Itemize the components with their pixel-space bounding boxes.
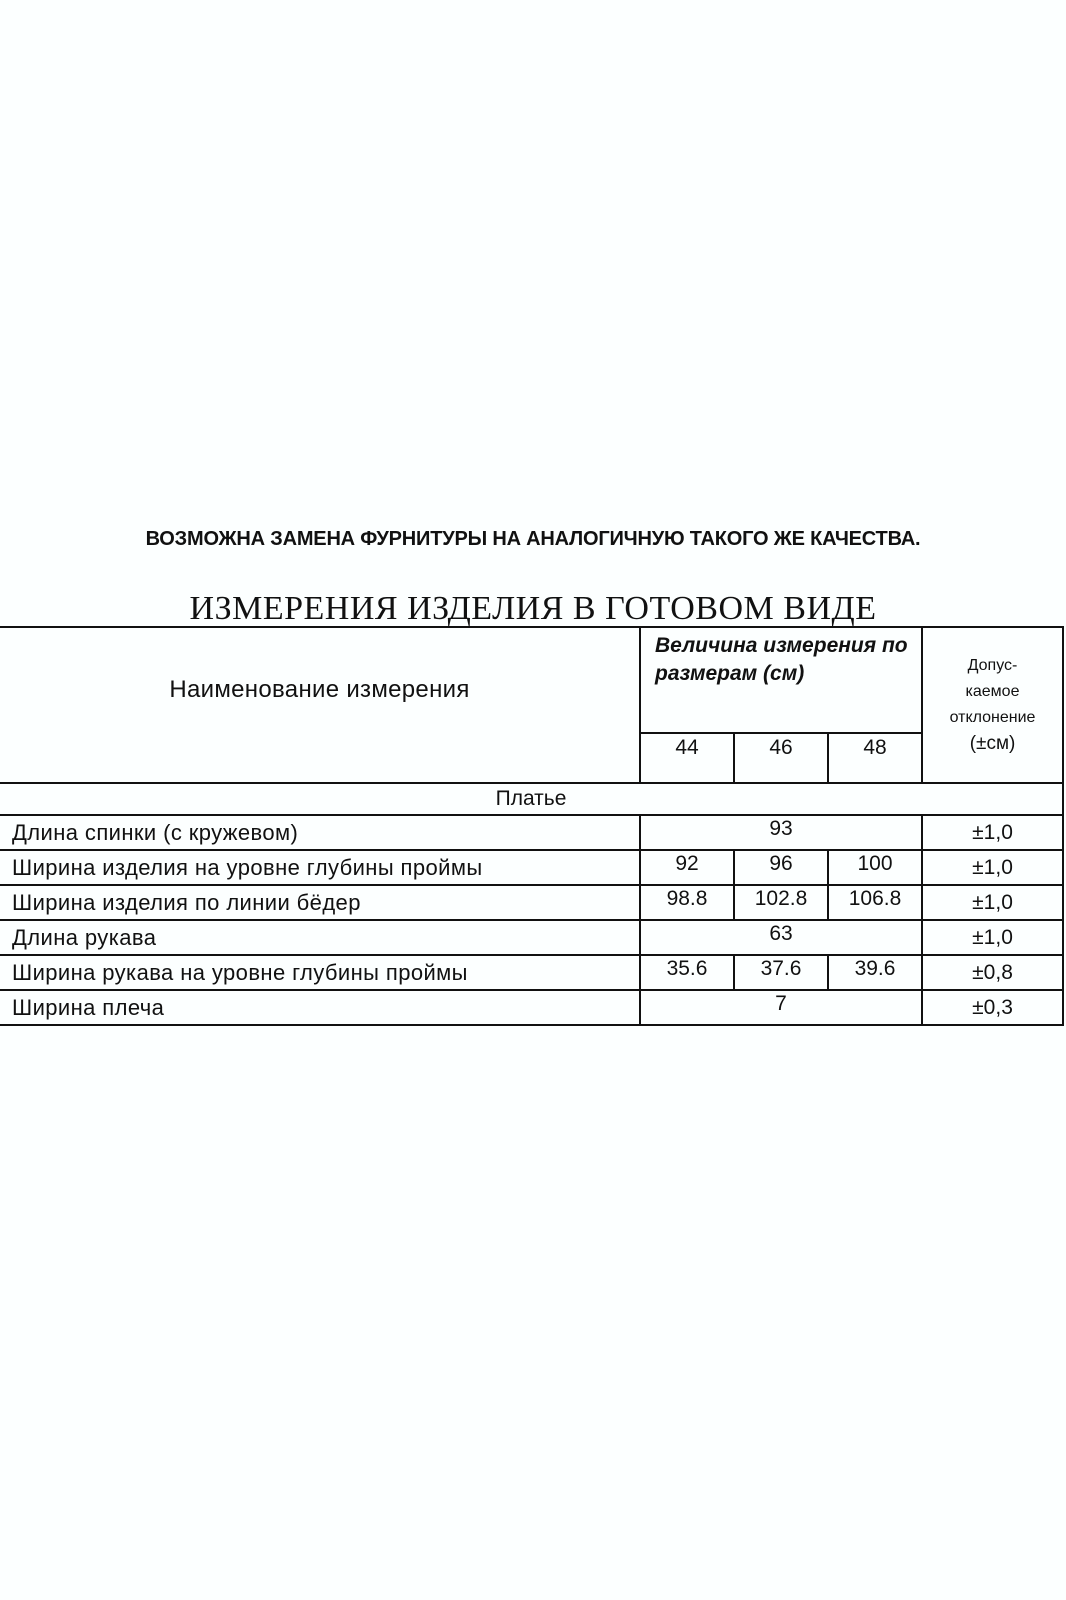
measurements-table: [0, 626, 1064, 1026]
row-name: Ширина плеча: [0, 990, 640, 1025]
table-header-row: [0, 627, 1063, 733]
row-tolerance: ±1,0: [922, 850, 1063, 885]
header-size-group: [640, 627, 922, 733]
row-name: Длина рукава: [0, 920, 640, 955]
row-tolerance: ±1,0: [922, 920, 1063, 955]
row-name: Ширина изделия по линии бёдер: [0, 885, 640, 920]
header-tolerance-line1: Допус-: [967, 657, 1018, 674]
row-tolerance: ±1,0: [922, 885, 1063, 920]
row-name: Ширина рукава на уровне глубины проймы: [0, 955, 640, 990]
header-size-group-line2: размерам (см): [655, 662, 805, 685]
header-measurement-name: Наименование измерения: [0, 627, 640, 783]
table-row: [0, 850, 1063, 885]
row-value-48: 39.6: [828, 955, 922, 990]
header-tolerance-line3: отклонение: [949, 709, 1036, 726]
section-row: [0, 783, 1063, 815]
row-value-merged: 63: [640, 920, 922, 955]
notice-text: ВОЗМОЖНА ЗАМЕНА ФУРНИТУРЫ НА АНАЛОГИЧНУЮ ТАКОГО ЖЕ КАЧЕСТВА.: [145, 528, 921, 550]
row-value-44: 35.6: [640, 955, 734, 990]
row-name: Длина спинки (с кружевом): [0, 815, 640, 850]
header-size-48: 48: [828, 733, 922, 783]
header-tolerance-line2: каемое: [965, 683, 1020, 700]
header-size-46: 46: [734, 733, 828, 783]
row-tolerance: ±0,8: [922, 955, 1063, 990]
row-value-48: 106.8: [828, 885, 922, 920]
row-value-44: 98.8: [640, 885, 734, 920]
row-tolerance: ±0,3: [922, 990, 1063, 1025]
row-value-46: 102.8: [734, 885, 828, 920]
row-value-merged: 93: [640, 815, 922, 850]
row-name: Ширина изделия на уровне глубины проймы: [0, 850, 640, 885]
row-value-48: 100: [828, 850, 922, 885]
row-value-merged: 7: [640, 990, 922, 1025]
header-size-44: 44: [640, 733, 734, 783]
table-row: [0, 815, 1063, 850]
header-tolerance: [922, 627, 1063, 783]
document-title: ИЗМЕРЕНИЯ ИЗДЕЛИЯ В ГОТОВОМ ВИДЕ: [189, 590, 877, 627]
row-value-46: 96: [734, 850, 828, 885]
section-title: Платье: [0, 783, 1063, 815]
table-row: [0, 885, 1063, 920]
table-row: [0, 920, 1063, 955]
row-tolerance: ±1,0: [922, 815, 1063, 850]
table-row: [0, 990, 1063, 1025]
row-value-44: 92: [640, 850, 734, 885]
row-value-46: 37.6: [734, 955, 828, 990]
header-tolerance-line4: (±см): [969, 733, 1016, 754]
header-size-group-line1: Величина измерения по: [655, 634, 908, 657]
table-row: [0, 955, 1063, 990]
